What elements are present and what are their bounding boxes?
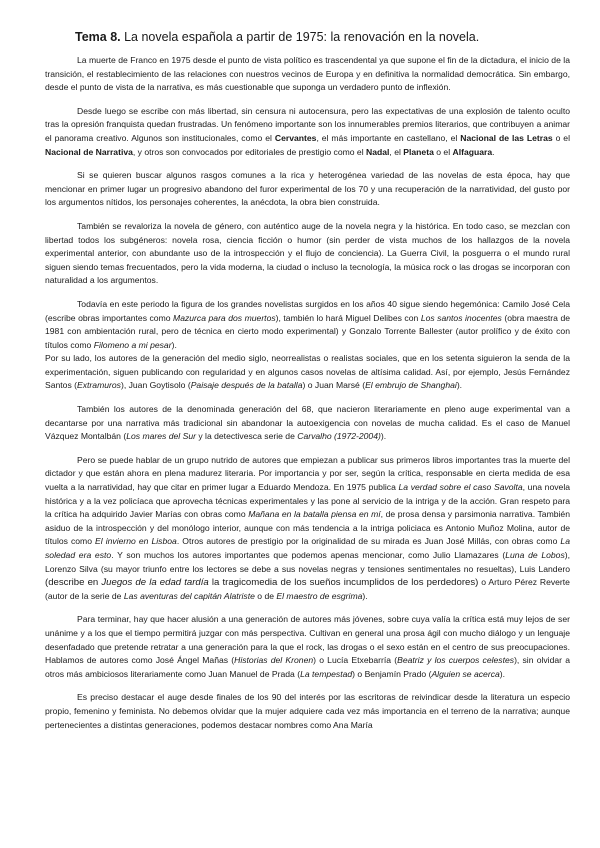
book-title: Paisaje después de la batalla [190,380,303,391]
title-text: La novela española a partir de 1975: la renovación en la novela. [120,30,480,44]
text-run: También los autores de la denominada generación del 68, que nacieron literariamente en pleno auge experimental van a decantarse por una narrativa más tradicional sin abandonar la autoexigencia con novelas de mucha calidad. Es el caso de Manuel Vázquez Montalbán ( [45,404,570,442]
text-run: , el [389,146,404,157]
text-run: o Arturo Pérez Reverte (autor de la serie de [45,577,570,601]
award-planeta: Planeta [403,146,434,157]
text-run-large: (describe en [45,577,102,589]
paragraph-9 [45,613,570,681]
book-title: Mañana en la batalla piensa en mí [248,509,381,520]
award-nadal: Nadal [366,146,390,157]
paragraph-5 [45,298,570,352]
award-alfaguara: Alfaguara [452,146,493,157]
text-run: ), Juan Goytisolo ( [120,380,191,391]
text-run: ) o Benjamín Prado ( [352,668,432,679]
book-title: Juegos de la edad tardía [101,577,209,589]
book-title: Filomeno a mi pesar [93,339,172,350]
title-number: Tema 8. [75,30,121,44]
book-title: La verdad sobre el caso Savolta [398,482,523,493]
text-run: . Y son muchos los autores importantes que podemos apenas mencionar, como Julio Llamazares ( [111,550,506,560]
book-title: La tempestad [300,668,353,679]
text-run: , una novela histórica y a la vez policíaca que aprovecha técnicas experimentales y las pone al servicio de la intriga y de la acción. Gran respeto para la crítica ha adquirido Javier Marías con obras como [45,482,571,520]
book-title: Los santos inocentes [420,312,502,323]
text-run: Pero se puede hablar de un grupo nutrido de autores que empiezan a publicar sus primeros libros importantes tras la muerte del dictador y que están ahora en plena madurez literaria. Por importancia y por ser, según la crítica, responsable en cierta medida de esa vuelta a la narratividad, hay que citar en primer lugar a Eduardo Mendoza. En 1975 publica [45,454,570,493]
paragraph-2 [45,105,570,159]
text-run: ). [499,668,506,679]
award-nacional-narrativa: Nacional de Narrativa [45,146,133,157]
text-run: Desde luego se escribe con más libertad, sin censura ni autocensura, pero las expectativas de una explosión de talento oculto tras la opresión franquista quedan frustradas. Un fenómeno importante son los innumerables premios literarios, que contribuyen a animar el panorama creativo. Algunos son institucionales, como el [45,105,570,143]
text-run: ) o Juan Marsé ( [302,380,366,391]
text-run-large: la tragicomedia de los sueños incumplidos de los perdedores) [208,577,479,589]
text-run: . Otros autores de prestigio por la originalidad de su mirada es Juan José Millás, con obras como [176,536,561,547]
text-run: ), sin olvidar a otros más ambiciosos literariamente como Juan Manuel de Prada ( [45,655,570,679]
book-title: Extramuros [77,380,121,391]
text-run: ). [362,590,368,601]
text-run: ) o Lucía Etxebarría ( [313,655,398,666]
award-cervantes: Cervantes [274,132,317,143]
book-title: El invierno en Lisboa [95,536,177,547]
text-run: ). [171,339,177,350]
book-title: Carvalho (1972-2004) [297,431,381,442]
document-title [75,30,570,44]
text-run: , de prosa densa y parsimonia narrativa. También asiduo de la introspección y del monólogo interior, aunque con más tendencia a la intriga policiaca es Antonio Muñoz Molina, autor de títulos como [45,509,570,547]
text-run: ). [456,380,463,391]
book-title: Mazurca para dos muertos [173,312,276,323]
text-run: , y otros son convocados por editoriales de prestigio como el [132,146,367,157]
paragraph-1: La muerte de Franco en 1975 desde el punto de vista político es trascendental ya que supone el fin de la dictadura, el inicio de la transición, el restablecimiento de las relaciones con nuestros vecinos de Europa y en definitiva la normalidad democrática. Sin embargo, desde el punto de vista de la narrativa, es más cuestionable que suponga un verdadero punto de inflexión. [45,55,570,93]
text-run: o el [552,132,570,143]
book-title: Alguien se acerca [431,668,500,679]
book-title: La soledad era esto [45,536,570,560]
text-run: ), Lorenzo Silva (su mayor triunfo entre los lectores se debe a sus novelas negras y tensiones sentimentales no resueltas), Luis Landero [45,550,571,574]
book-title: Beatriz y los cuerpos celestes [397,655,515,666]
paragraph-6 [45,352,570,393]
text-run: ), también lo hará Miguel Delibes con [275,312,421,323]
text-run: o el [433,146,453,157]
paragraph-10: Es preciso destacar el auge desde finales de los 90 del interés por las escritoras de reivindicar desde la literatura un especio propio, femenino y feminista. No debemos olvidar que la mujer adquiere cada vez más importancia en el terreno de la narrativa; aunque pertenecientes a distintas generaciones, podemos destacar nombres como Ana María [45,692,570,730]
text-run: y la detectivesca serie de [195,431,298,442]
paragraph-8 [45,454,570,604]
text-run: Para terminar, hay que hacer alusión a una generación de autores más jóvenes, sobre cuya valía la crítica está muy lejos de ser unánime y a los que el tiempo permitirá juzgar con más perspectiva. Cultivan en general una prosa ágil con mucho diálogo y un lenguaje desenfadado que pretende retratar a una generación para la que el rock, las drogas o el sexo están en el centro de sus preocupaciones. Hablamos de autores como José Ángel Mañas ( [45,614,570,666]
paragraph-4: También se revaloriza la novela de género, con auténtico auge de la novela negra y la histórica. En todo caso, se mezclan con libertad todos los subgéneros: novela rosa, ciencia ficción o humor (sin perder de vista muchos de los hallazgos de la novela experimental anterior, con abundante uso de la introspección y el flujo de conciencia). La Guerra Civil, la posguerra o el mundo rural siguen siendo temas frecuentados, pero la vida moderna, la ciudad o incluso la tecnología, la música rock o las drogas se incorporan con naturalidad a los argumentos. [45,220,570,286]
book-title: El maestro de esgrima [276,590,363,601]
book-title: Los mares del Sur [126,431,196,442]
paragraph-3: Si se quieren buscar algunos rasgos comunes a la rica y heterogénea variedad de las novelas de esta época, hay que mencionar en primer lugar un progresivo abandono del furor experimental de los 70 y una recuperación de la narratividad, del gusto por los argumentos nítidos, los personajes coherentes, la anécdota, la obra bien construida. [45,170,570,208]
text-run: Todavía en este periodo la figura de los grandes novelistas surgidos en los años 40 sigue siendo hegemónica: Camilo José Cela (escribe obras importantes como [45,298,570,323]
text-run: Por su lado, los autores de la generación del medio siglo, neorrealistas o realistas sociales, que en los setenta siguieron la senda de la experimentación, siguen publicando con regularidad y en algunos casos novelas de altísima calidad. Así, por ejemplo, Jesús Fernández Santos ( [45,353,570,391]
text-run: ). [380,431,387,442]
paragraph-7 [45,403,570,444]
text-run: o de [254,590,277,601]
book-title: Las aventuras del capitán Alatriste [123,590,255,601]
text-run: . [492,146,495,157]
text-run: (obra maestra de 1981 con ambientación rural, pero de técnica en cierto modo experimental) y Gonzalo Torrente Ballester (autor prolífico y de éxito con títulos como [45,312,571,350]
book-title: Luna de Lobos [505,550,565,560]
award-nacional-letras: Nacional de las Letras [460,132,553,143]
book-title: El embrujo de Shanghai [365,380,457,391]
book-title: Historias del Kronen [234,655,314,666]
text-run: , el más importante en castellano, el [316,132,461,143]
